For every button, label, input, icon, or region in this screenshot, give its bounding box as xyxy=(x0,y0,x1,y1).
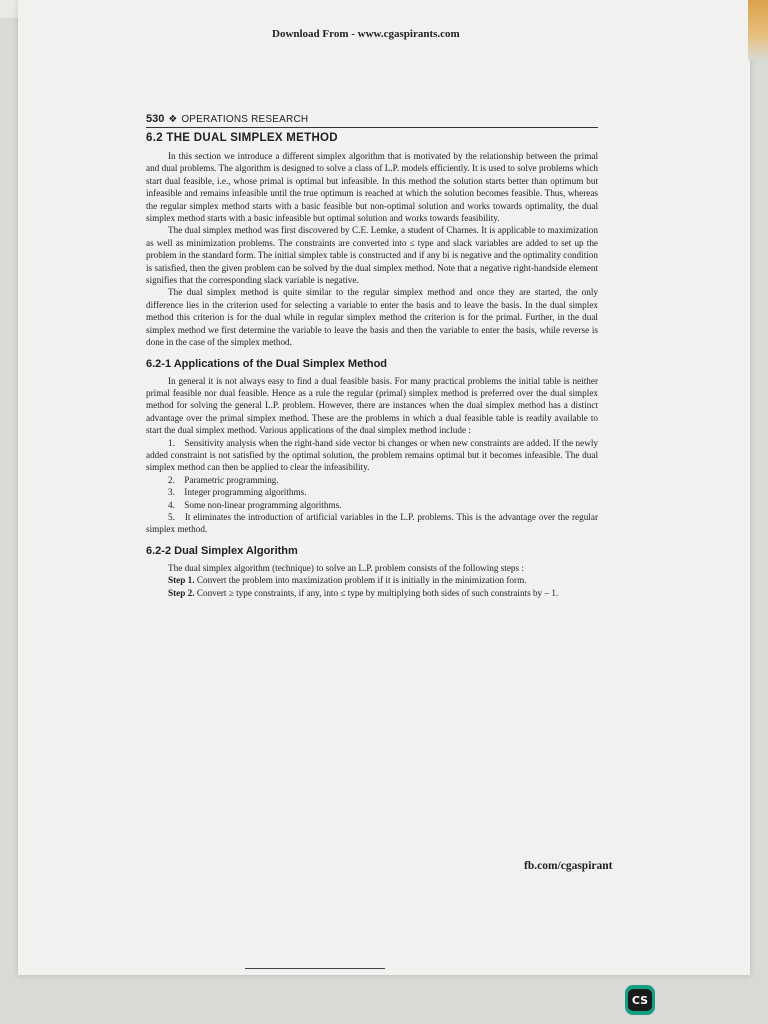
list-text: Integer programming algorithms. xyxy=(184,487,307,498)
list-number: 2. xyxy=(168,474,175,485)
subsection-2-title: 6.2-2 Dual Simplex Algorithm xyxy=(146,544,298,557)
scan-artifact-line xyxy=(245,968,385,969)
diamond-icon: ❖ xyxy=(168,114,178,125)
list-item xyxy=(146,474,598,486)
step-2 xyxy=(146,587,598,599)
section-paragraph-2: The dual simplex method was first discovered by C.E. Lemke, a student of Charnes. It is applicable to maximization as well as minimization problems. The constraints are converted into ≤ type and slack variables are added to set up the problem in the standard form. The initial simplex table is constructed and if any bi is negative and the optimality condition is satisfied, then the given problem can be solved by the dual simplex method. Note that a negative right-handside element signifies that the corresponding slack variable is negative. xyxy=(146,225,598,286)
page-number: 530 xyxy=(146,113,165,125)
section-title: 6.2 THE DUAL SIMPLEX METHOD xyxy=(146,132,338,144)
step-label: Step 2. xyxy=(168,587,195,598)
camscanner-badge[interactable] xyxy=(625,985,655,1015)
step-1 xyxy=(146,574,598,586)
section-paragraph-1: In this section we introduce a different simplex algorithm that is motivated by the relationship between the primal and dual problems. The algorithm is designed to solve a class of L.P. models efficiently. It is used to solve problems which start dual feasible, i.e., whose primal is optimal but infeasible. In this method the solution starts better than optimum but infeasible and remains infeasible until the true optimum is reached at which the solution becomes feasible. Thus, whereas the regular simplex method starts with a basic feasible but non-optimal solution and works towards optimality, the dual simplex method starts with a basic infeasible but optimal solution and works towards feasibility. xyxy=(146,151,598,224)
list-item xyxy=(146,511,598,536)
subsection-1-paragraph: In general it is not always easy to find a dual feasible basis. For many practical problems the initial table is neither primal feasible nor dual feasible. Hence as a rule the regular (primal) simplex method is preferred over the dual simplex method for solving the general L.P. problem. However, there are instances when the dual simplex method has a distinct advantage over the primal simplex method. These are the problems in which a dual feasible table is readily available to start the dual simplex method. Various applications of the dual simplex method include : xyxy=(146,375,598,436)
list-number: 4. xyxy=(168,499,175,510)
step-text: Convert the problem into maximization problem if it is initially in the minimization form. xyxy=(196,575,527,586)
camscanner-logo-icon: CS xyxy=(628,989,652,1011)
list-item xyxy=(146,437,598,474)
list-item xyxy=(146,486,598,498)
list-item xyxy=(146,499,598,511)
book-title: OPERATIONS RESEARCH xyxy=(181,114,309,125)
step-label: Step 1. xyxy=(168,575,195,586)
list-text: Sensitivity analysis when the right-hand side vector bi changes or when new constraints are added. If the newly added constraint is not satisfied by the optimal solution, the problem remains optimal but it becomes infeasible. The dual simplex method can then be applied to clear the infeasibility. xyxy=(146,437,599,473)
page-corner xyxy=(748,0,768,60)
page-content xyxy=(146,113,598,599)
subsection-2-paragraph: The dual simplex algorithm (technique) to solve an L.P. problem consists of the following steps : xyxy=(168,562,524,573)
list-number: 1. xyxy=(168,437,175,448)
list-number: 3. xyxy=(168,487,175,498)
list-text: Some non-linear programming algorithms. xyxy=(184,499,342,510)
list-number: 5. xyxy=(168,511,175,522)
download-header: Download From - www.cgaspirants.com xyxy=(272,28,460,40)
list-text: It eliminates the introduction of artificial variables in the L.P. problems. This is the advantage over the regular simplex method. xyxy=(146,511,598,535)
running-head xyxy=(146,113,598,128)
section-paragraph-3: The dual simplex method is quite similar to the regular simplex method and once they are started, the only difference lies in the criterion used for selecting a variable to enter the basis and to leave the basis. In the dual simplex method this criterion is for the dual while in regular simplex method the criterion is for the primal. Further, in the dual simplex method we first determine the variable to leave the basis and then the variable to enter the basis, while reverse is done in the case of the simplex method. xyxy=(146,287,598,348)
subsection-1-title: 6.2-1 Applications of the Dual Simplex Method xyxy=(146,357,388,370)
step-text: Convert ≥ type constraints, if any, into ≤ type by multiplying both sides of such constraints by – 1. xyxy=(196,587,559,598)
list-text: Parametric programming. xyxy=(184,474,279,485)
footer-fb-link: fb.com/cgaspirant xyxy=(524,860,613,872)
